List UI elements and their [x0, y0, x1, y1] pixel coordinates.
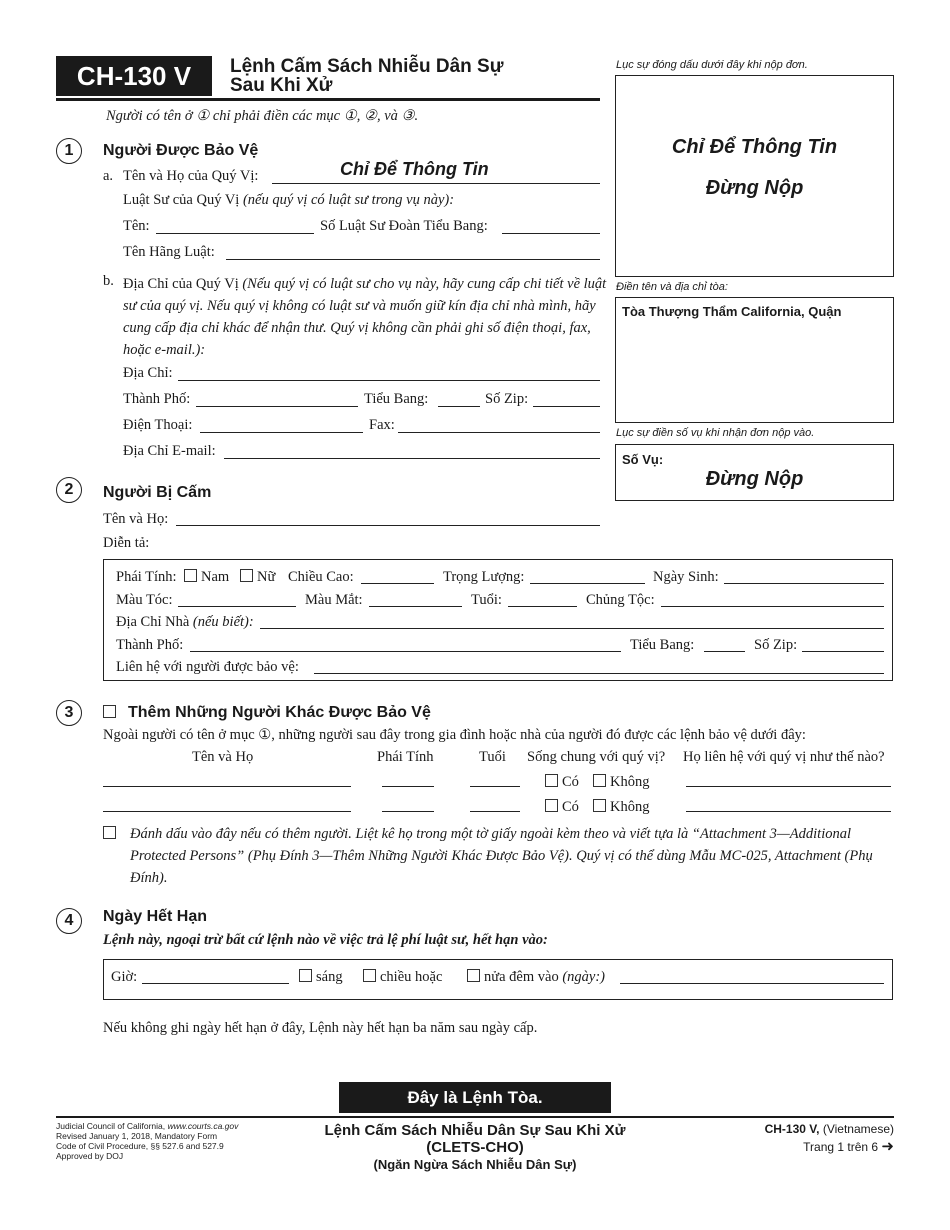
midnight-label: nửa đêm vào — [484, 969, 559, 985]
col-relation-header: Họ liên hệ với quý vị như thế nào? — [683, 749, 885, 765]
protected-name-field[interactable] — [272, 183, 600, 184]
bar-number-field[interactable] — [502, 233, 600, 234]
time-field[interactable] — [142, 983, 289, 984]
sex-label: Phái Tính: — [116, 569, 177, 585]
clerk-stamp-box — [615, 75, 894, 277]
footer-website-link[interactable]: www.courts.ca.gov — [167, 1121, 239, 1131]
pm-option[interactable] — [363, 969, 442, 986]
section-4-subhead: Lệnh này, ngoại trừ bất cứ lệnh nào về việc trả lệ phí luật sư, hết hạn vào: — [103, 932, 548, 948]
court-name: Tòa Thượng Thẩm California, Quận — [622, 304, 842, 319]
zip-label: Số Zip: — [485, 391, 529, 407]
clerk-stamp-label: Lục sự đóng dấu dưới đây khi nộp đơn. — [616, 59, 808, 71]
person1-relation-field[interactable] — [686, 786, 891, 787]
home-address-field[interactable] — [260, 628, 884, 629]
footer-left-line2: Revised January 1, 2018, Mandatory Form — [56, 1131, 218, 1141]
height-label: Chiều Cao: — [288, 569, 354, 585]
case-number-label: Số Vụ: — [622, 452, 664, 467]
form-title-line1: Lệnh Cấm Sách Nhiễu Dân Sự — [230, 56, 504, 77]
restrained-zip-label: Số Zip: — [754, 637, 798, 653]
person2-no-label: Không — [610, 799, 650, 815]
restrained-name-label: Tên và Họ: — [103, 511, 169, 527]
email-field[interactable] — [224, 458, 600, 459]
court-name-box[interactable] — [615, 297, 894, 423]
person2-yes-label: Có — [562, 799, 579, 815]
case-number-watermark: Đừng Nộp — [705, 468, 804, 490]
address-field[interactable] — [178, 380, 600, 381]
section-3-checkbox[interactable] — [103, 705, 116, 718]
am-checkbox[interactable] — [299, 969, 312, 982]
footer-form-code-text: CH-130 V, — [764, 1122, 820, 1136]
bar-number-label: Số Luật Sư Đoàn Tiểu Bang: — [320, 218, 488, 234]
sex-female-option[interactable] — [240, 569, 275, 586]
restrained-state-label: Tiểu Bang: — [630, 637, 695, 653]
case-number-box[interactable] — [615, 444, 894, 501]
age-label: Tuổi: — [471, 592, 502, 608]
sex-male-option[interactable] — [184, 569, 229, 586]
weight-field[interactable] — [530, 583, 645, 584]
protected-name-label: Tên và Họ của Quý Vị: — [123, 168, 259, 184]
fax-field[interactable] — [398, 432, 600, 433]
footer-title-line1: Lệnh Cấm Sách Nhiễu Dân Sự Sau Khi Xử — [324, 1122, 626, 1139]
age-field[interactable] — [508, 606, 577, 607]
item-a-marker: a. — [103, 168, 114, 184]
footer-form-code — [720, 1121, 894, 1138]
lawyer-label-text: Luật Sư của Quý Vị — [123, 192, 240, 208]
person1-name-field[interactable] — [103, 786, 351, 787]
date-note: (ngày:) — [562, 969, 605, 985]
person2-name-field[interactable] — [103, 811, 351, 812]
footer-council: Judicial Council of California, — [56, 1121, 166, 1131]
col-name-header: Tên và Họ — [192, 749, 254, 765]
description-label: Diễn tả: — [103, 535, 150, 551]
watermark-info-only: Chỉ Để Thông Tin — [671, 136, 838, 158]
item-b-marker: b. — [103, 273, 114, 289]
hair-field[interactable] — [178, 606, 296, 607]
watermark-do-not-file: Đừng Nộp — [705, 177, 804, 199]
address-label: Địa Chỉ: — [123, 365, 173, 381]
midnight-checkbox[interactable] — [467, 969, 480, 982]
city-field[interactable] — [196, 406, 358, 407]
footer-title-line2: (CLETS-CHO) — [426, 1139, 524, 1156]
person1-yes-label: Có — [562, 774, 579, 790]
expiration-date-field[interactable] — [620, 983, 884, 984]
footer-right-info — [720, 1121, 894, 1156]
section-2-heading: Người Bị Cấm — [103, 484, 212, 501]
female-checkbox[interactable] — [240, 569, 253, 582]
person1-yes-option[interactable] — [545, 774, 579, 791]
midnight-option[interactable] — [467, 969, 605, 986]
person1-no-label: Không — [610, 774, 650, 790]
person2-no-option[interactable] — [593, 799, 649, 816]
footer-left-info — [56, 1121, 238, 1161]
phone-label: Điện Thoại: — [123, 417, 193, 433]
relation-field[interactable] — [314, 673, 884, 674]
hair-label: Màu Tóc: — [116, 592, 173, 608]
more-people-text: Đánh dấu vào đây nếu có thêm người. Liệt kê họ trong một tờ giấy ngoài kèm theo và viết tựa là “Attachment 3—Additional Protected Persons” (Phụ Đính 3—Thêm Những Người Khác Được Bảo Vệ). Quý vị có thể dùng Mẫu MC-025, Attachment (Phụ Đính). — [130, 826, 873, 886]
dob-label: Ngày Sinh: — [653, 569, 719, 585]
form-title — [230, 57, 503, 95]
section-3-heading — [103, 704, 431, 722]
form-code-badge: CH-130 V — [56, 56, 212, 96]
male-label: Nam — [201, 569, 230, 585]
home-address-label — [116, 614, 254, 631]
dob-field[interactable] — [724, 583, 884, 584]
person1-no-checkbox[interactable] — [593, 774, 606, 787]
footer-left-line1 — [56, 1121, 238, 1131]
section-3-heading-text: Thêm Những Người Khác Được Bảo Vệ — [128, 704, 431, 721]
section-3-number: 3 — [56, 700, 82, 726]
restrained-zip-field[interactable] — [802, 651, 884, 652]
state-label: Tiểu Bang: — [364, 391, 429, 407]
lawyer-name-label: Tên: — [123, 218, 150, 234]
firm-name-label: Tên Hãng Luật: — [123, 244, 215, 260]
form-title-line2: Sau Khi Xử — [230, 75, 333, 96]
lawyer-note: (nếu quý vị có luật sư trong vụ này): — [242, 192, 455, 208]
section-2-number: 2 — [56, 477, 82, 503]
weight-label: Trọng Lượng: — [443, 569, 525, 585]
race-field[interactable] — [661, 606, 884, 607]
footer-rule — [56, 1116, 894, 1118]
header-instruction: Người có tên ở ① chỉ phải điền các mục ①, ②, và ③. — [106, 108, 419, 124]
male-checkbox[interactable] — [184, 569, 197, 582]
person1-no-option[interactable] — [593, 774, 649, 791]
height-field[interactable] — [361, 583, 434, 584]
section-4-heading: Ngày Hết Hạn — [103, 908, 208, 925]
race-label: Chủng Tộc: — [586, 592, 655, 608]
footer-left-line3: Code of Civil Procedure, §§ 527.6 and 527.9 — [56, 1141, 224, 1151]
header-rule — [56, 98, 600, 101]
restrained-state-field[interactable] — [704, 651, 745, 652]
person1-age-field[interactable] — [470, 786, 520, 787]
time-label: Giờ: — [111, 969, 138, 985]
section-3-intro: Ngoài người có tên ở mục ①, những người sau đây trong gia đình hoặc nhà của người đó được các lệnh bảo vệ dưới đây: — [103, 727, 806, 743]
state-field[interactable] — [438, 406, 480, 407]
col-sex-header: Phái Tính — [377, 749, 434, 765]
address-instructions-label: Địa Chỉ của Quý Vị — [123, 276, 239, 292]
footer-page-line — [720, 1138, 894, 1156]
restrained-city-field[interactable] — [190, 651, 621, 652]
person1-yes-checkbox[interactable] — [545, 774, 558, 787]
footer-page-number: Trang 1 trên 6 — [803, 1140, 879, 1154]
section-1-number: 1 — [56, 138, 82, 164]
female-label: Nữ — [257, 569, 276, 585]
phone-field[interactable] — [200, 432, 363, 433]
footer-left-line4: Approved by DOJ — [56, 1151, 124, 1161]
home-address-label-text: Địa Chỉ Nhà — [116, 614, 190, 630]
restrained-city-label: Thành Phố: — [116, 637, 184, 653]
footer-title-line3: (Ngăn Ngừa Sách Nhiễu Dân Sự) — [373, 1157, 577, 1172]
firm-name-field[interactable] — [226, 259, 600, 260]
court-order-banner: Đây là Lệnh Tòa. — [339, 1082, 611, 1113]
section-4-number: 4 — [56, 908, 82, 934]
person2-no-checkbox[interactable] — [593, 799, 606, 812]
person2-sex-field[interactable] — [382, 811, 434, 812]
footer-language: (Vietnamese) — [822, 1122, 894, 1136]
pm-checkbox[interactable] — [363, 969, 376, 982]
am-label: sáng — [316, 969, 343, 985]
city-label: Thành Phố: — [123, 391, 191, 407]
lawyer-label — [123, 192, 454, 209]
protected-name-watermark: Chỉ Để Thông Tin — [340, 159, 489, 179]
address-instructions — [123, 273, 607, 361]
footer-center-title — [270, 1122, 680, 1173]
person2-relation-field[interactable] — [686, 811, 891, 812]
person1-sex-field[interactable] — [382, 786, 434, 787]
relation-label: Liên hệ với người được bảo vệ: — [116, 659, 299, 675]
more-people-checkbox[interactable] — [103, 826, 116, 839]
zip-field[interactable] — [533, 406, 600, 407]
court-label: Điền tên và địa chỉ tòa: — [616, 281, 728, 293]
col-lives-header: Sống chung với quý vị? — [527, 749, 666, 765]
lawyer-name-field[interactable] — [156, 233, 314, 234]
person2-age-field[interactable] — [470, 811, 520, 812]
arrow-right-icon[interactable]: ➜ — [881, 1138, 894, 1155]
address-instructions-note: (Nếu quý vị có luật sư cho vụ này, hãy cung cấp chi tiết về luật sư của quý vị. Nếu quý vị không có luật sư và muốn giữ kín địa chỉ nhà mình, hãy cung cấp địa chỉ khác để nhận thư. Quý vị không cần phải ghi số điện thoại, fax, hoặc e-mail.): — [123, 276, 607, 358]
fax-label: Fax: — [369, 417, 395, 433]
person2-yes-checkbox[interactable] — [545, 799, 558, 812]
home-address-note: (nếu biết): — [192, 614, 254, 630]
pm-label: chiều hoặc — [380, 969, 443, 985]
email-label: Địa Chỉ E-mail: — [123, 443, 216, 459]
am-option[interactable] — [299, 969, 343, 986]
restrained-name-field[interactable] — [176, 525, 600, 526]
col-age-header: Tuổi — [479, 749, 506, 765]
eye-label: Màu Mắt: — [305, 592, 363, 608]
section-1-heading: Người Được Bảo Vệ — [103, 142, 259, 159]
expiration-default-note: Nếu không ghi ngày hết hạn ở đây, Lệnh này hết hạn ba năm sau ngày cấp. — [103, 1020, 538, 1036]
person2-yes-option[interactable] — [545, 799, 579, 816]
case-label: Lục sự điền số vụ khi nhận đơn nộp vào. — [616, 427, 815, 439]
eye-field[interactable] — [369, 606, 462, 607]
